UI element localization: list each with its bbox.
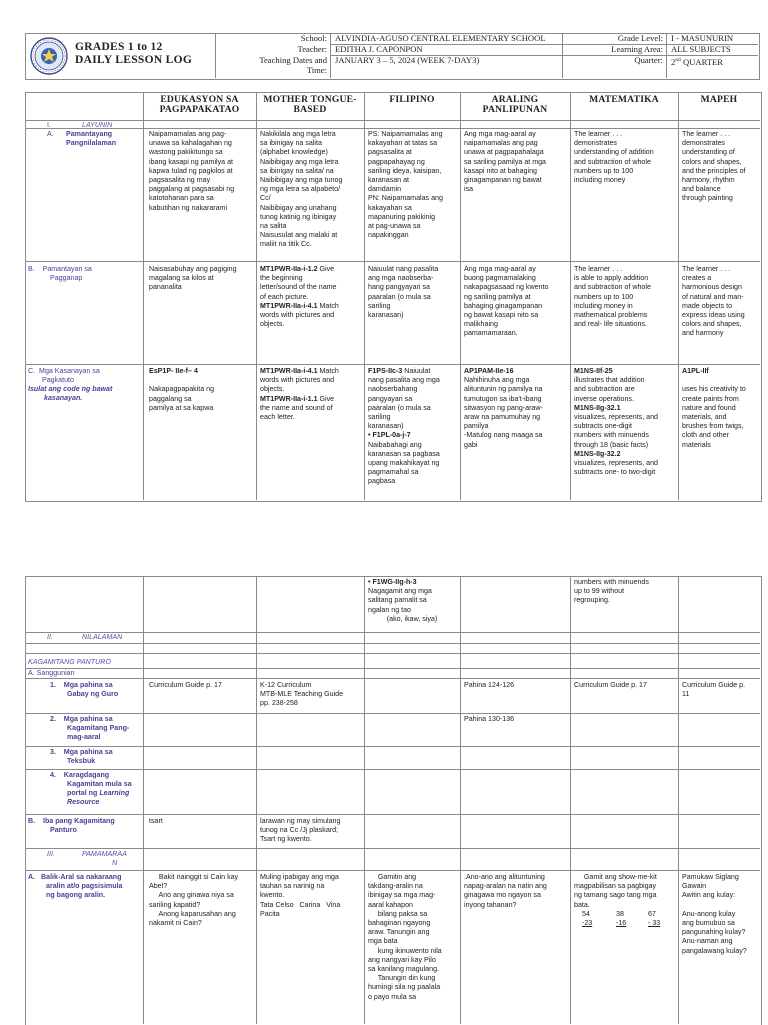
text-line: The learner . . . — [682, 130, 731, 138]
text-line: of natural and man- — [682, 292, 744, 301]
text-line: maliit na titik Cc. — [260, 240, 312, 249]
text-line: naipamamalas ang pag — [464, 139, 538, 148]
text-line: Anong kaparusahan ang — [149, 909, 236, 918]
text-line: and subtraction of whole — [574, 157, 651, 166]
text-line: creates a — [682, 274, 712, 283]
text-line: ng sariling pamilya at — [464, 292, 531, 301]
text-line: Naibibigay ang mga tunog — [260, 176, 343, 185]
row-1-math: Curriculum Guide p. 17 — [574, 681, 647, 689]
text-line: pangalawang kulay? — [682, 946, 747, 955]
grade-level-value: I - MASUNURIN — [671, 33, 734, 43]
text-line: kapwa tulad ng pagkilos at — [149, 166, 233, 175]
text-line: wastong pakikitungo sa — [149, 148, 223, 157]
text-line: katotohanan para sa — [149, 194, 214, 203]
section-num-pamamaraan: III. — [47, 850, 55, 858]
col-header-esp: EDUKASYON SA PAGPAPAKATAO — [159, 94, 240, 115]
text-line: Nakikilala ang mga letra — [260, 130, 336, 138]
text-line: including money in — [574, 301, 633, 310]
text-line: sa ibinigay na salita/ na — [260, 166, 334, 175]
text-line: colors and shapes, — [682, 157, 742, 166]
text-line: magalang sa kilos at — [149, 274, 214, 283]
text-line: and balance — [682, 185, 721, 194]
row-2-label: 2. Mga pahina sa Kagamitang Pang- mag-aaral — [50, 715, 130, 741]
text-line: numbers with minuends — [574, 578, 649, 586]
text-line: sa sariling pamilya at mga — [464, 157, 547, 166]
text-line: kasapi nito at bahaging — [464, 166, 537, 175]
text-line: Ang mga mag-aaral ay — [464, 265, 536, 273]
text-line: Gawain — [682, 882, 707, 891]
text-line: mathematical problems — [574, 311, 648, 320]
math-minuend-2: 38 — [616, 909, 624, 918]
row-a-ap — [460, 128, 570, 261]
teacher-label: Teacher: — [297, 44, 327, 54]
text-line: express ideas using — [682, 311, 745, 320]
text-line: Naibibigay ang mga letra — [260, 157, 339, 166]
text-line: ibang kasapi ng pamilya at — [149, 157, 233, 166]
row-b-math — [570, 263, 678, 363]
text-line: PS: Naipamamalas ang — [368, 130, 443, 138]
text-line: K-12 Curriculum — [260, 681, 312, 689]
text-line: kakayahan at tatas sa — [368, 139, 438, 148]
text-line: harmonious design — [682, 283, 742, 292]
text-line: takdang-aralin na — [368, 882, 423, 891]
text-line: kakayahan sa — [368, 203, 412, 212]
col-header-mapeh: MAPEH — [700, 94, 738, 105]
text-line: harmony, rhythm — [682, 176, 735, 185]
row-a-mt — [256, 128, 364, 261]
balik-aral-ap — [460, 871, 570, 1024]
math-subtrahend-3: - 33 — [648, 919, 661, 928]
text-line: Bakit nainggit si Cain kay — [149, 873, 239, 881]
text-line: aaral kahapon — [368, 900, 413, 909]
text-line: Muling ipabigay ang mga — [260, 873, 339, 881]
section-nilalaman: NILALAMAN — [82, 633, 123, 641]
text-line: at pag-unawa sa — [368, 222, 421, 231]
row-2-ap: Pahina 130-136 — [464, 715, 515, 723]
row-1-label: 1. Mga pahina sa Gabay ng Guro — [50, 681, 119, 698]
text-line: karanasan at — [368, 176, 410, 185]
row-b-filipino — [364, 263, 460, 363]
text-line: buong pagmamalaking — [464, 274, 536, 283]
text-line: Tanungin din kung — [368, 974, 436, 983]
text-line: ginagawa mo ngayon sa — [464, 891, 541, 900]
text-line: damdamin — [368, 185, 402, 194]
sanggunian-label: A. Sanggunian — [28, 669, 75, 677]
row-b-ap — [460, 263, 570, 363]
text-line: tunog katinig ng ibinigay — [260, 212, 337, 221]
text-line: kabutihan ng nakararami — [149, 203, 228, 212]
text-line: demonstrates — [574, 139, 617, 148]
text-line: tunog na Cc /Jj plaskard; — [260, 826, 339, 835]
text-line: Naisusulat ang malaki at — [260, 231, 338, 240]
text-line: Anu-anong kulay — [682, 909, 736, 918]
row-a-filipino — [364, 128, 460, 261]
row-c-esp: EsP1P- IIe-f– 4 Nakapagpapakita ng paggalang sa pamilya at sa kapwa — [149, 367, 215, 412]
quarter-value: 2nd QUARTER — [671, 56, 724, 67]
learning-area-value: ALL SUBJECTS — [671, 44, 731, 54]
text-line: understanding of — [682, 148, 735, 157]
balik-aral-label: A. Balik-Aral sa nakaraang aralin at/o pagsisimula ng bagong aralin. — [28, 873, 123, 899]
text-line: napag-aralan na natin ang — [464, 882, 547, 891]
text-line: Ang mga mag-aaral ay — [464, 130, 536, 138]
text-line: Naiuulat nang pasalita — [368, 265, 439, 273]
row-c-filipino: F1PS-IIc-3 Naiuulat nang pasalita ang mga naobserbahang pangyayari sa paaralan (o mula sa sariling karanasan) • F1PL-0a-j-7 Naibabahagi ang karanasan sa pagbasa upang makahikayat ng pagmamahal sa pagbasa — [368, 367, 440, 486]
text-line: Naisasabuhay ang pagiging — [149, 265, 237, 273]
text-line: is able to apply addition — [574, 274, 649, 283]
text-line: The learner . . . — [574, 265, 623, 273]
text-line: .Ano-ano ang alituntuning — [464, 873, 545, 881]
form-title-line2: DAILY LESSON LOG — [75, 54, 193, 66]
text-line: nakamit ni Cain? — [149, 919, 202, 928]
balik-aral-mapeh — [678, 871, 760, 1024]
row-a-math — [570, 128, 678, 261]
row-b-other-mt — [256, 815, 364, 848]
balik-aral-esp — [145, 871, 256, 1024]
row-b-other-esp: tsart — [149, 817, 163, 825]
row-4-label: 4. Karagdagang Kagamitan mula sa portal ng Learning Resource — [50, 771, 132, 806]
text-line: bahaging ginagampanan — [464, 301, 543, 310]
text-line: sariling kapatid? — [149, 900, 201, 909]
cont-math — [570, 576, 678, 632]
text-line: unawa sa kahalagahan ng — [149, 139, 232, 148]
learning-area-label: Learning Area: — [611, 44, 663, 54]
text-line: ang bumubuo sa — [682, 919, 735, 928]
text-line: sariling ideya, kaisipan, — [368, 166, 442, 175]
teacher-value: EDITHA J. CAPONPON — [335, 44, 423, 54]
text-line: isa — [464, 185, 474, 194]
row-1-ap: Pahina 124-126 — [464, 681, 515, 689]
math-subtrahend-2: -16 — [616, 919, 627, 928]
text-line: pangunahing kulay? — [682, 928, 746, 937]
text-line: mapanuring pakikinig — [368, 212, 436, 221]
text-line: bahaginan ngayong — [368, 919, 431, 928]
row-c-math: M1NS-IIf-25 illustrates that addition and subtraction are inverse operations. M1NS-IIg-32.1 visualizes, represents, and subtracts one-digit numbers with minuends through 18 (basic facts) M1NS-IIg-32.2 visualizes, represents, and subtracts one- to two-digit — [574, 367, 658, 477]
cont-filipino: • F1WG-IIg-h-3 Nagagamit ang mga salitang pamalit sa ngalan ng tao (ako, ikaw, siya) — [368, 578, 438, 623]
text-line: unawa at pagpapahalaga — [464, 148, 544, 157]
text-line: tauhan sa narinig na — [260, 882, 325, 891]
row-c-ap: AP1PAM-IIe-16 Nahihinuha ang mga alituntunin ng pamilya na tumutugon sa iba't-ibang sitwasyon ng pang-araw- araw na pamumuhay ng pamilya -Matulog nang maaga sa gabi — [464, 367, 543, 449]
dates-label-2: Time: — [306, 65, 327, 75]
row-1-mapeh — [678, 679, 760, 713]
text-line: ang nangyari kay Pilo — [368, 955, 436, 964]
text-line: paaralan (o mula sa — [368, 292, 431, 301]
balik-aral-math: Gamit ang show-me-kit magpabilisan sa pagbigay ng tamang sago tang mga bata. 54 38 67 -23 -16 - 33 — [574, 873, 661, 928]
text-line: numbers up to 100 — [574, 166, 634, 175]
text-line: Abel? — [149, 882, 168, 891]
text-line: including money — [574, 176, 626, 185]
form-title-line1: GRADES 1 to 12 — [75, 41, 163, 53]
col-header-ap: ARALING PANLIPUNAN — [482, 94, 548, 115]
text-line: and subtraction of whole — [574, 283, 651, 292]
text-line: understanding of addition — [574, 148, 654, 157]
section-layunin: LAYUNIN — [82, 121, 113, 129]
text-line: bilang paksa sa — [368, 909, 428, 918]
math-minuend-3: 67 — [648, 909, 656, 918]
text-line: and the principles of — [682, 166, 746, 175]
text-line: Pacita — [260, 909, 280, 918]
quarter-label: Quarter: — [634, 55, 663, 65]
text-line: araw. Tanungin ang — [368, 928, 430, 937]
text-line: through painting — [682, 194, 733, 203]
text-line: karanasan) — [368, 311, 404, 320]
text-line: ng mga letra sa alpabeto/ — [260, 185, 341, 194]
text-line: Anu-naman ang — [682, 937, 733, 946]
text-line: The learner . . . — [574, 130, 623, 138]
text-line: Awitin ang kulay: — [682, 891, 736, 900]
text-line: regrouping. — [574, 596, 610, 605]
text-line: pananalita — [149, 283, 182, 292]
text-line: and harmony — [682, 329, 724, 338]
dates-value: JANUARY 3 – 5, 2024 (WEEK 7-DAY3) — [335, 55, 480, 65]
text-line: pagpapahayag ng — [368, 157, 425, 166]
row-b-mapeh — [678, 263, 760, 363]
row-c-mapeh: A1PL-IIf uses his creativity to create paints from nature and found materials, and brushes from twigs, cloth and other materials — [682, 367, 746, 449]
text-line: mga bata — [368, 937, 398, 946]
text-line: numbers up to 100 — [574, 292, 634, 301]
text-line: ibinigay sa mga mag- — [368, 891, 436, 900]
text-line: sariling — [368, 301, 391, 310]
text-line: made objects to — [682, 301, 733, 310]
text-line: up to 99 without — [574, 587, 625, 596]
text-line: ng bawat kasapi nito sa — [464, 311, 539, 320]
section-pamamaraan: PAMAMARAA N — [82, 850, 127, 867]
row-b-label: B. Pamantayan sa Pagganap — [28, 265, 92, 282]
row-a-mapeh — [678, 128, 760, 261]
row-1-mt — [256, 679, 364, 713]
text-line: na salita — [260, 222, 287, 231]
text-line: sa ibinigay na salita — [260, 139, 322, 148]
school-value: ALVINDIA-AGUSO CENTRAL ELEMENTARY SCHOOL — [335, 33, 546, 43]
section-num-layunin: I. — [47, 121, 51, 129]
row-c-mt: MT1PWR-IIa-i-4.1 Match words with pictures and objects. MT1PWR-IIa-i-1.1 Give the name and sound of each letter. — [260, 367, 339, 422]
row-a-num: A. — [47, 130, 54, 138]
section-kagamitan: KAGAMITANG PANTURO — [28, 658, 111, 666]
text-line: hang pangyayari sa — [368, 283, 430, 292]
text-line: Gamitin ang — [368, 873, 417, 881]
text-line: pamamamaraan. — [464, 329, 518, 338]
row-b-esp — [145, 263, 256, 363]
row-a-label: Pamantayang Pangnilalaman — [66, 130, 117, 147]
school-label: School: — [300, 33, 327, 43]
text-line: pagsasalita at — [368, 148, 412, 157]
grade-level-label: Grade Level: — [617, 33, 663, 43]
row-1-esp: Curriculum Guide p. 17 — [149, 681, 222, 689]
row-a-esp — [145, 128, 256, 261]
math-minuend-1: 54 — [582, 909, 590, 918]
math-subtrahend-1: -23 — [582, 919, 593, 928]
text-line: kwento. — [260, 891, 285, 900]
text-line: The learner . . . — [682, 265, 731, 273]
text-line: Naibibigay ang unahang — [260, 203, 337, 212]
text-line: MTB-MLE Teaching Guide — [260, 690, 344, 699]
balik-aral-mt — [256, 871, 364, 1024]
text-line: malikhaing — [464, 320, 498, 329]
text-line: Tsart ng kwento. — [260, 835, 312, 844]
row-b-other-label: B. Iba pang Kagamitang Panturo — [28, 817, 115, 834]
row-b-mt: MT1PWR-IIa-i-1.2 Give the beginning letter/sound of the name of each picture. MT1PWR-IIa-i-4.1 Match words with pictures and objects. — [260, 265, 339, 329]
balik-aral-filipino — [364, 871, 460, 1024]
section-num-nilalaman: II. — [47, 633, 53, 641]
dates-label-1: Teaching Dates and — [259, 55, 327, 65]
text-line: and real- life situations. — [574, 320, 647, 329]
text-line: Naipamamalas ang pag- — [149, 130, 227, 138]
text-line: 11 — [682, 690, 690, 699]
text-line: pagsasalita ng may — [149, 176, 211, 185]
col-header-mt: MOTHER TONGUE- BASED — [263, 94, 357, 115]
text-line: (alphabet knowledge) — [260, 148, 328, 157]
text-line — [682, 901, 756, 910]
text-line: colors and shapes, — [682, 320, 742, 329]
text-line: o payo mula sa — [368, 992, 417, 1001]
text-line: ang mga naobserba- — [368, 274, 434, 283]
text-line: Cc/ — [260, 194, 271, 203]
col-header-math: MATEMATIKA — [589, 94, 659, 105]
text-line: demonstrates — [682, 139, 725, 148]
text-line: Curriculum Guide p. — [682, 681, 746, 689]
text-line: ginagampanan ng bawat — [464, 176, 542, 185]
row-3-label: 3. Mga pahina sa Teksbuk — [50, 748, 113, 765]
text-line: Tata Celso Carina Vina — [260, 900, 341, 909]
text-line: paggalang at pagsasabi ng — [149, 185, 235, 194]
text-line: humingi sila ng paalala — [368, 983, 441, 992]
row-c-label: C. Mga Kasanayan sa Pagkatuto Isulat ang code ng bawat kasanayan. — [28, 367, 113, 402]
text-line: PN: Naipamamalas ang — [368, 194, 443, 203]
text-line: Ano ang ginawa niya sa — [149, 891, 234, 900]
text-line: pp. 238-258 — [260, 699, 298, 708]
col-header-filipino: FILIPINO — [389, 94, 435, 105]
text-line: inyong tahanan? — [464, 900, 517, 909]
text-line: kung ikinuwento nila — [368, 946, 442, 955]
text-line: sa kanilang magulang. — [368, 965, 439, 974]
text-line: larawan ng may simulang — [260, 817, 341, 825]
text-line: Pamukaw Siglang — [682, 873, 739, 881]
text-line: nakapagsasaad ng kwento — [464, 283, 549, 292]
text-line: napakinggan — [368, 231, 409, 240]
